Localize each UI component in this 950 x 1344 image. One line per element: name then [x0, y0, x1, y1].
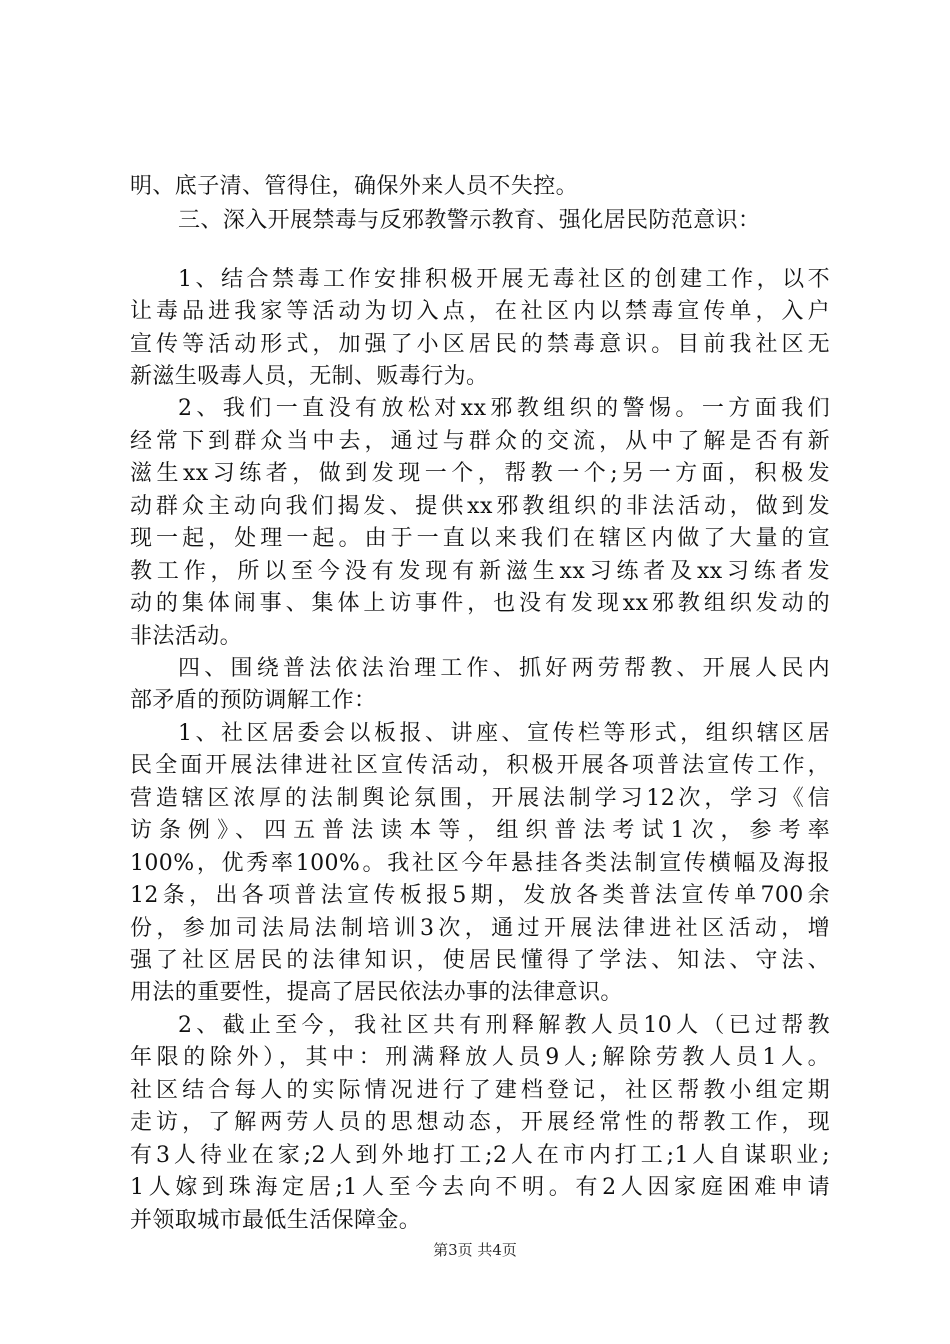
- text-line: 2、截止至今，我社区共有刑释解教人员10人（已过帮教: [178, 1013, 830, 1038]
- text-line: 经常下到群众当中去，通过与群众的交流，从中了解是否有新: [130, 429, 830, 454]
- text-line: 用法的重要性，提高了居民依法办事的法律意识。: [130, 980, 623, 1005]
- text-line: 动群众主动向我们揭发、提供xx邪教组织的非法活动，做到发: [130, 494, 830, 519]
- text-line: 100%，优秀率100%。我社区今年悬挂各类法制宣传横幅及海报: [130, 851, 830, 876]
- section-heading: 部矛盾的预防调解工作：: [130, 688, 377, 713]
- text-line: 营造辖区浓厚的法制舆论氛围，开展法制学习12次，学习《信: [130, 786, 830, 811]
- text-line: 宣传等活动形式，加强了小区居民的禁毒意识。目前我社区无: [130, 332, 830, 357]
- section-heading: 三、深入开展禁毒与反邪教警示教育、强化居民防范意识：: [178, 208, 761, 233]
- text-line: 1、结合禁毒工作安排积极开展无毒社区的创建工作，以不: [178, 267, 830, 292]
- text-line: 走访，了解两劳人员的思想动态，开展经常性的帮教工作，现: [130, 1110, 830, 1135]
- text-line: 强了社区居民的法律知识，使居民懂得了学法、知法、守法、: [130, 948, 830, 973]
- text-line: 让毒品进我家等活动为切入点，在社区内以禁毒宣传单，入户: [130, 299, 830, 324]
- text-line: 社区结合每人的实际情况进行了建档登记，社区帮教小组定期: [130, 1078, 830, 1103]
- text-line: 份，参加司法局法制培训3次，通过开展法律进社区活动，增: [130, 916, 830, 941]
- text-line: 动的集体闹事、集体上访事件，也没有发现xx邪教组织发动的: [130, 591, 830, 616]
- text-line: 新滋生吸毒人员，无制、贩毒行为。: [130, 364, 489, 389]
- text-line: 明、底子清、管得住，确保外来人员不失控。: [130, 174, 579, 199]
- text-line: 1人嫁到珠海定居;1人至今去向不明。有2人因家庭困难申请: [130, 1175, 830, 1200]
- text-line: 非法活动。: [130, 624, 243, 649]
- text-line: 访条例》、四五普法读本等，组织普法考试1次，参考率: [130, 818, 830, 843]
- text-line: 现一起，处理一起。由于一直以来我们在辖区内做了大量的宣: [130, 526, 830, 551]
- text-line: 有3人待业在家;2人到外地打工;2人在市内打工;1人自谋职业;: [130, 1143, 830, 1168]
- text-line: 民全面开展法律进社区宣传活动，积极开展各项普法宣传工作，: [130, 753, 830, 778]
- text-line: 2、我们一直没有放松对xx邪教组织的警惕。一方面我们: [178, 396, 830, 421]
- section-heading: 四、围绕普法依法治理工作、抓好两劳帮教、开展人民内: [178, 656, 830, 681]
- text-line: 年限的除外），其中：刑满释放人员9人;解除劳教人员1人。: [130, 1045, 830, 1070]
- text-line: 并领取城市最低生活保障金。: [130, 1208, 422, 1233]
- text-line: 12条，出各项普法宣传板报5期，发放各类普法宣传单700余: [130, 883, 830, 908]
- text-line: 教工作，所以至今没有发现有新滋生xx习练者及xx习练者发: [130, 559, 830, 584]
- page-number-footer: 第3页 共4页: [433, 1241, 517, 1259]
- text-line: 1、社区居委会以板报、讲座、宣传栏等形式，组织辖区居: [178, 721, 830, 746]
- text-line: 滋生xx习练者，做到发现一个，帮教一个;另一方面，积极发: [130, 461, 830, 486]
